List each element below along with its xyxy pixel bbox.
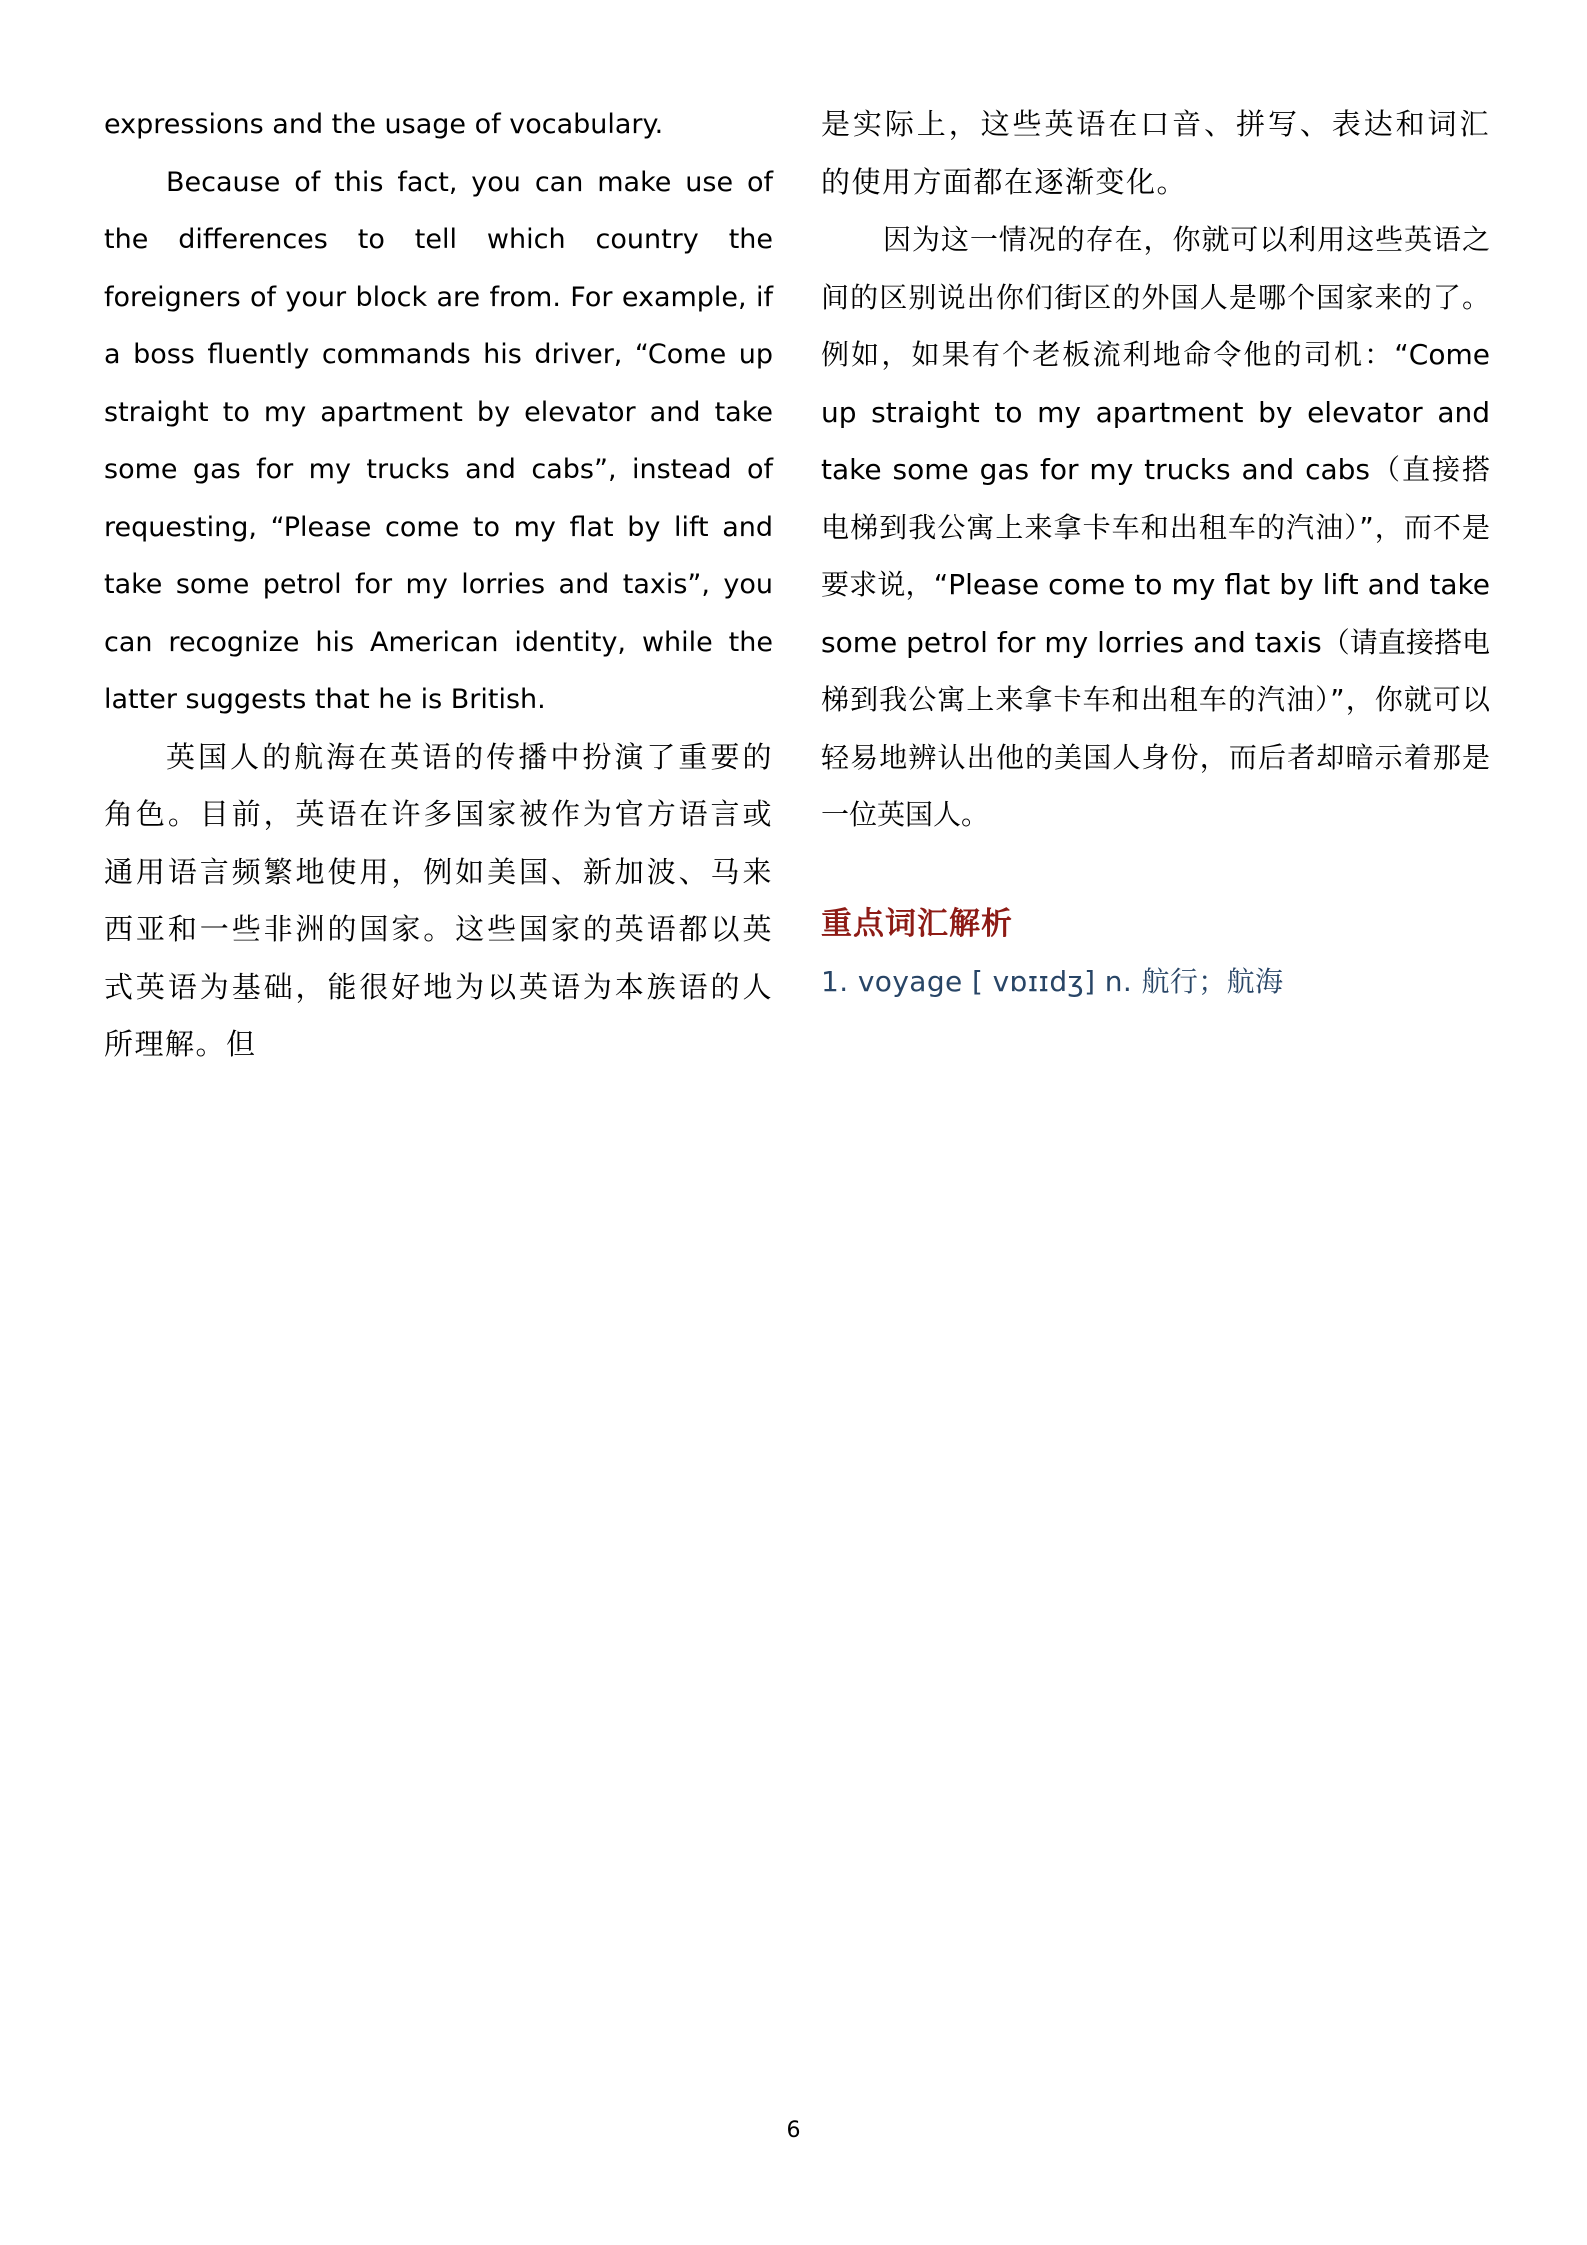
two-column-body [104,96,1490,2086]
paragraph-english-because-of-this-fact: Because of this fact, you can make use of the differences to tell which country the foreigners of your block are from. For example, if a boss fluently commands his driver, “Come up straight to my apartment by elevator and take some gas for my trucks and cabs”, instead of requesting, “Please come to my flat by lift and take some petrol for my lorries and taxis”, you can recognize his American identity, while the latter suggests that he is British. [104,166,773,715]
right-column [821,96,1490,2086]
paragraph-chinese-continued-actually: 是实际上，这些英语在口音、拼写、表达和词汇的使用方面都在逐渐变化。 [821,107,1490,199]
paragraph-chinese-because-of-this-fact: 因为这一情况的存在，你就可以利用这些英语之间的区别说出你们街区的外国人是哪个国家来的了。例如，如果有个老板流利地命令他的司机：“Come up straight to my apartment by elevator and take some gas for my trucks and cabs（直接搭电梯到我公寓上来拿卡车和出租车的汽油）”，而不是要求说，“Please come to my flat by lift and take some petrol for my lorries and taxis（请直接搭电梯到我公寓上来拿卡车和出租车的汽油）”，你就可以轻易地辨认出他的美国人身份，而后者却暗示着那是一位英国人。 [821,223,1490,831]
paragraph-english-continued: expressions and the usage of vocabulary. [104,109,664,140]
vocabulary-entry-voyage: 1. voyage [ vɒɪɪdʒ] n. 航行；航海 [821,965,1284,998]
paragraph-chinese-voyage-role: 英国人的航海在英语的传播中扮演了重要的角色。目前，英语在许多国家被作为官方语言或通用语言频繁地使用，例如美国、新加波、马来西亚和一些非洲的国家。这些国家的英语都以英式英语为基础，能很好地为以英语为本族语的人所理解。但 [104,739,773,1061]
key-vocabulary-heading: 重点词汇解析 [821,905,1013,942]
key-vocabulary-block [821,896,1490,1011]
left-column [104,96,773,2086]
page-number: 6 [786,2118,801,2143]
